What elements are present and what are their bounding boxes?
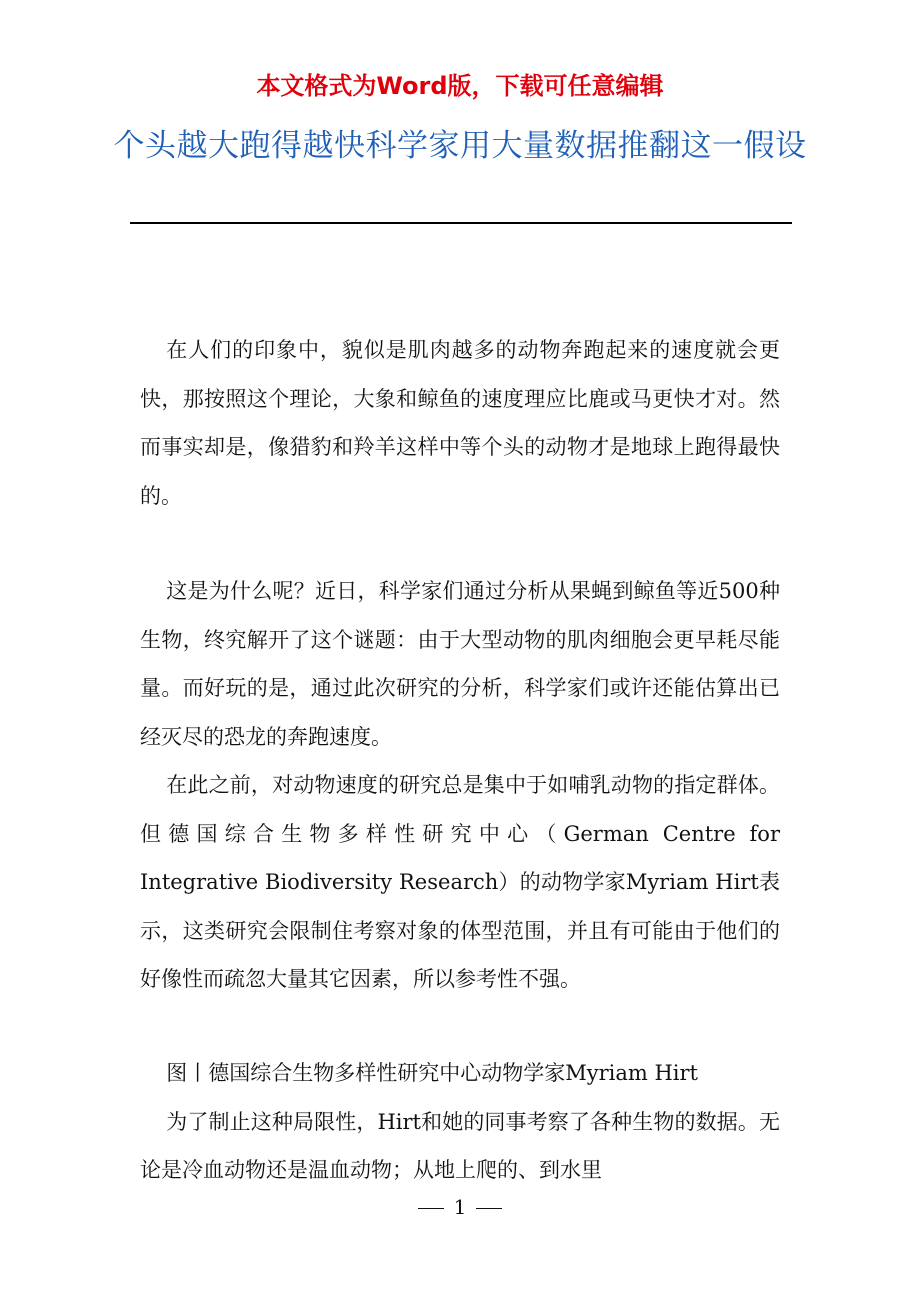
- article-body-section-2: [140, 567, 780, 1004]
- article-body-section-3: [140, 1049, 780, 1195]
- footer-dash-right: [476, 1208, 502, 1209]
- footer-dash-left: [418, 1208, 444, 1209]
- page-footer: [0, 1192, 920, 1222]
- article-title: 个头越大跑得越快科学家用大量数据推翻这一假设: [113, 128, 807, 164]
- image-caption: 图丨德国综合生物多样性研究中心动物学家Myriam Hirt: [166, 1061, 698, 1085]
- article-body-section-1: [140, 326, 780, 520]
- paragraph-intro: 在人们的印象中，貌似是肌肉越多的动物奔跑起来的速度就会更快，那按照这个理论，大象和鲸鱼的速度理应比鹿或马更快才对。然而事实却是，像猎豹和羚羊这样中等个头的动物才是地球上跑得最快的。: [140, 338, 780, 508]
- title-divider: [130, 222, 792, 224]
- paragraph-question: 这是为什么呢？近日，科学家们通过分析从果蝇到鲸鱼等近500种生物，终究解开了这个谜题：由于大型动物的肌肉细胞会更早耗尽能量。而好玩的是，通过此次研究的分析，科学家们或许还能估算出已经灭尽的恐龙的奔跑速度。: [140, 579, 780, 749]
- page-number: 1: [453, 1195, 467, 1219]
- paragraph-method: 为了制止这种局限性，Hirt和她的同事考察了各种生物的数据。无论是冷血动物还是温血动物；从地上爬的、到水里: [140, 1109, 780, 1182]
- format-notice: 本文格式为Word版，下载可任意编辑: [256, 72, 664, 100]
- paragraph-background: 在此之前，对动物速度的研究总是集中于如哺乳动物的指定群体。但德国综合生物多样性研究中心（German Centre for Integrative Biodiversity Research）的动物学家Myriam Hirt表示，这类研究会限制住考察对象的体型范围，并且有可能由于他们的好像性而疏忽大量其它因素，所以参考性不强。: [140, 773, 780, 991]
